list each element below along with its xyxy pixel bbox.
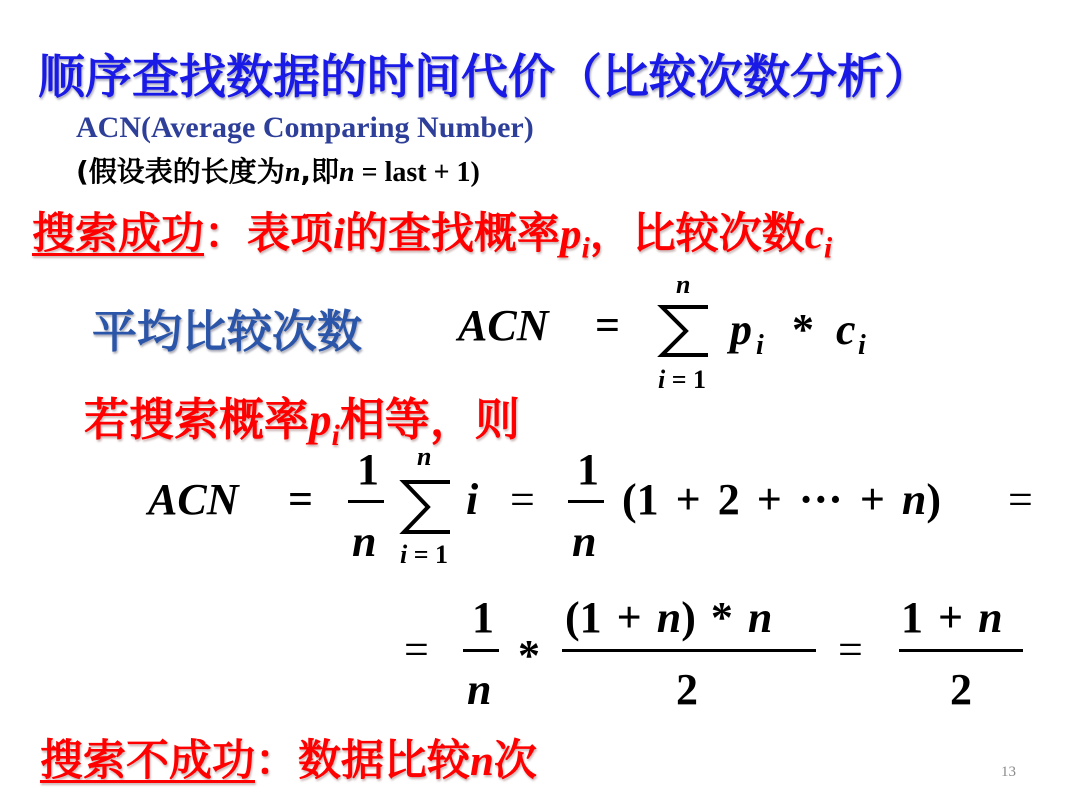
failure-colon: ：数据比较 [255,736,470,786]
f1-c-sub: i [858,330,866,361]
success-c: c [804,211,824,258]
f1-eq: = [595,301,621,350]
f1-sum-top: n [676,270,691,299]
f1-p-sub: i [756,330,764,361]
f2-sum-top: n [417,442,432,471]
failure-label: 搜索不成功 [40,736,255,786]
f2-eq: = [288,475,314,524]
success-label: 搜索成功 [32,209,204,259]
equal-p: p [309,395,332,445]
success-p-sub: i [581,231,590,265]
success-p: p [559,211,582,258]
f2-term: i [466,475,479,524]
failure-n: n [470,738,494,785]
assumption-n2: n [339,157,355,188]
f2-frac2-den: n [572,517,597,566]
page-number: 13 [1001,764,1016,780]
assumption-prefix: (假设表的长度为 [76,155,285,188]
f3-frac3-bar [899,649,1023,652]
f2-eq2: = [510,475,535,524]
success-colon: ：表项 [204,209,333,259]
f1-times: * [792,305,814,354]
f2-sum-bottom: i = 1 [400,540,449,569]
f2-eq3: = [1008,475,1033,524]
assumption-note [76,150,480,190]
f2-series: (1 + 2 + ··· + n) [622,475,942,524]
acn-definition: ACN(Average Comparing Number) [76,111,534,144]
equal-text1: 若搜索概率 [84,393,310,446]
f3-frac2-den: 2 [676,665,698,714]
success-i: i [333,211,345,258]
assumption-n: n [284,157,301,188]
f3-times: * [518,631,540,680]
f2-frac-bar [348,500,384,503]
f2-frac2-num: 1 [577,445,599,494]
failure-suffix: 次 [493,736,537,786]
f3-eq2: = [838,625,863,674]
f3-frac-num: 1 [472,593,494,642]
failure-line [40,727,537,788]
success-line [32,200,832,266]
f1-p: p [730,305,752,354]
equal-text2: 相等，则 [339,393,520,446]
f1-c: c [836,305,856,354]
f3-frac3-num: 1 + n [901,593,1003,642]
equal-p-sub: i [331,419,340,452]
equal-probability-line [84,383,520,453]
assumption-suffix: = last + 1) [354,157,480,188]
f2-lhs: ACN [148,475,239,524]
f1-lhs: ACN [458,301,549,350]
success-text2: ，比较次数 [589,209,805,259]
f3-eq: = [404,625,429,674]
f1-sum-bottom: i = 1 [658,365,707,394]
average-label: 平均比较次数 [92,305,363,358]
f3-frac-den: n [467,665,492,714]
f2-frac2-bar [568,500,604,503]
f2-frac-den: n [352,517,377,566]
f2-sigma [398,476,456,538]
slide-title: 顺序查找数据的时间代价（比较次数分析） [38,50,931,105]
f2-frac-num: 1 [357,445,379,494]
success-c-sub: i [823,231,833,265]
f3-frac3-den: 2 [950,665,972,714]
f3-frac2-bar [562,649,816,652]
f3-frac-bar [463,649,499,652]
f3-frac2-num: (1 + n) * n [565,593,773,642]
assumption-mid: ,即 [300,155,340,188]
success-text1: 的查找概率 [344,209,560,259]
f1-sigma [656,301,714,361]
